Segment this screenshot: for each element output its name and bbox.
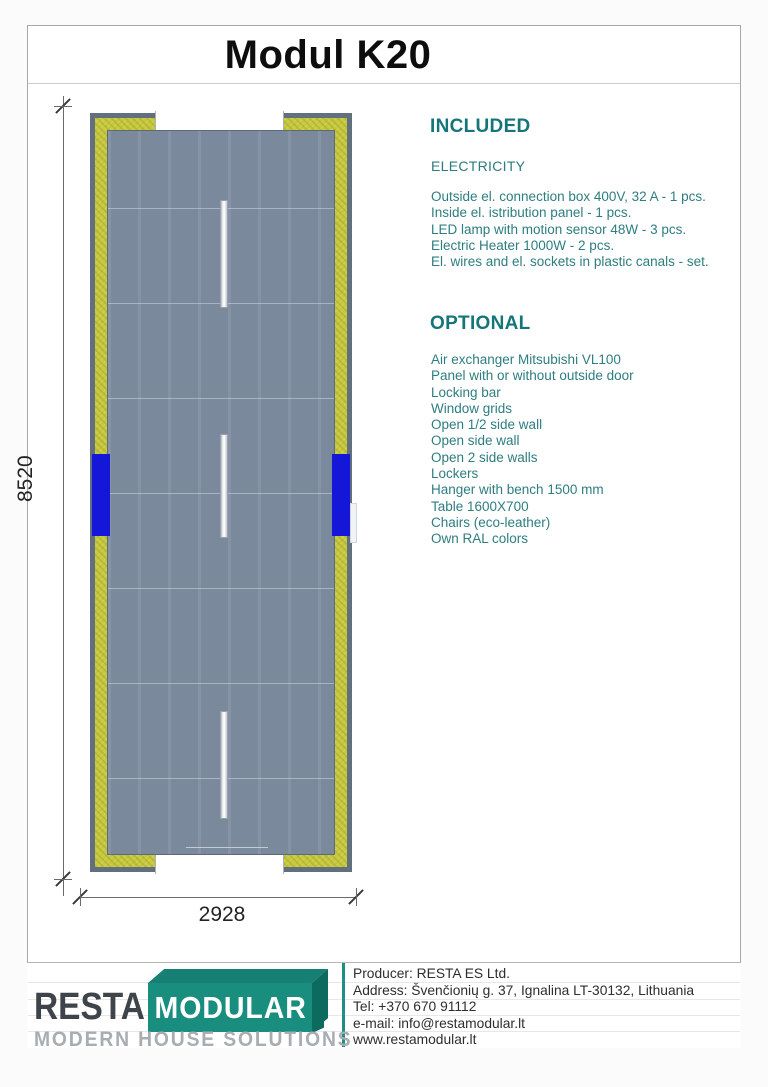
included-list	[431, 189, 731, 270]
list-item: Window grids	[431, 400, 513, 416]
top-door-leaf-line	[176, 127, 256, 129]
included-heading: INCLUDED	[430, 116, 531, 137]
list-item: Locking bar	[431, 384, 501, 400]
contact-email: e-mail: info@restamodular.lt	[353, 1016, 525, 1031]
floor-seam	[108, 398, 334, 399]
floor-seam	[108, 588, 334, 589]
list-item: Outside el. connection box 400V, 32 A - 1 pcs.	[431, 189, 706, 204]
dimension-stub	[356, 888, 357, 906]
bottom-door-leaf-line	[186, 847, 268, 848]
optional-list	[431, 352, 731, 548]
list-item: Open 2 side walls	[431, 449, 538, 465]
width-dimension-label: 2928	[198, 903, 246, 926]
optional-heading: OPTIONAL	[430, 313, 531, 334]
left-window	[92, 454, 110, 536]
dimension-stub	[54, 879, 72, 880]
contact-website: www.restamodular.lt	[353, 1032, 477, 1047]
dimension-stub	[54, 106, 72, 107]
list-item: Panel with or without outside door	[431, 368, 634, 384]
list-item: LED lamp with motion sensor 48W - 3 pcs.	[431, 221, 687, 237]
list-item: Chairs (eco-leather)	[431, 514, 551, 530]
list-item: Electric Heater 1000W - 2 pcs.	[431, 237, 615, 253]
floor-seam	[108, 683, 334, 684]
list-item: Open 1/2 side wall	[431, 417, 543, 433]
vertical-dimension-line	[63, 96, 64, 896]
title-band	[28, 26, 740, 84]
right-window	[332, 454, 350, 536]
dimension-stub	[80, 888, 81, 906]
contact-producer: Producer: RESTA ES Ltd.	[353, 966, 510, 981]
list-item: El. wires and el. sockets in plastic canals - set.	[431, 254, 709, 270]
contact-tel: Tel: +370 670 91112	[353, 999, 477, 1014]
logo-modular-text: MODULAR	[154, 990, 307, 1025]
horizontal-dimension-line	[80, 897, 357, 898]
list-item: Hanger with bench 1500 mm	[431, 482, 604, 498]
interior-beam	[220, 200, 228, 308]
contact-address: Address: Švenčionių g. 37, Ignalina LT-30132, Lithuania	[353, 983, 695, 998]
height-dimension-label: 8520	[14, 455, 37, 502]
logo-3d-box-top-face	[148, 969, 328, 983]
logo-3d-box	[148, 983, 312, 1032]
list-item: Lockers	[431, 466, 479, 482]
interior-beam	[220, 434, 228, 538]
logo-tagline: MODERN HOUSE SOLUTIONS	[34, 1028, 353, 1051]
list-item: Air exchanger Mitsubishi VL100	[431, 352, 621, 367]
list-item: Own RAL colors	[431, 531, 529, 547]
bottom-wall-opening	[155, 855, 284, 874]
interior-beam	[220, 711, 228, 819]
list-item: Inside el. istribution panel - 1 pcs.	[431, 205, 632, 221]
list-item: Table 1600X700	[431, 498, 529, 514]
page-title: Modul K20	[224, 33, 432, 77]
electricity-subheading: ELECTRICITY	[431, 158, 526, 174]
logo-resta-text: RESTA	[34, 986, 145, 1028]
right-window-sash	[350, 503, 357, 543]
list-item: Open side wall	[431, 433, 520, 449]
